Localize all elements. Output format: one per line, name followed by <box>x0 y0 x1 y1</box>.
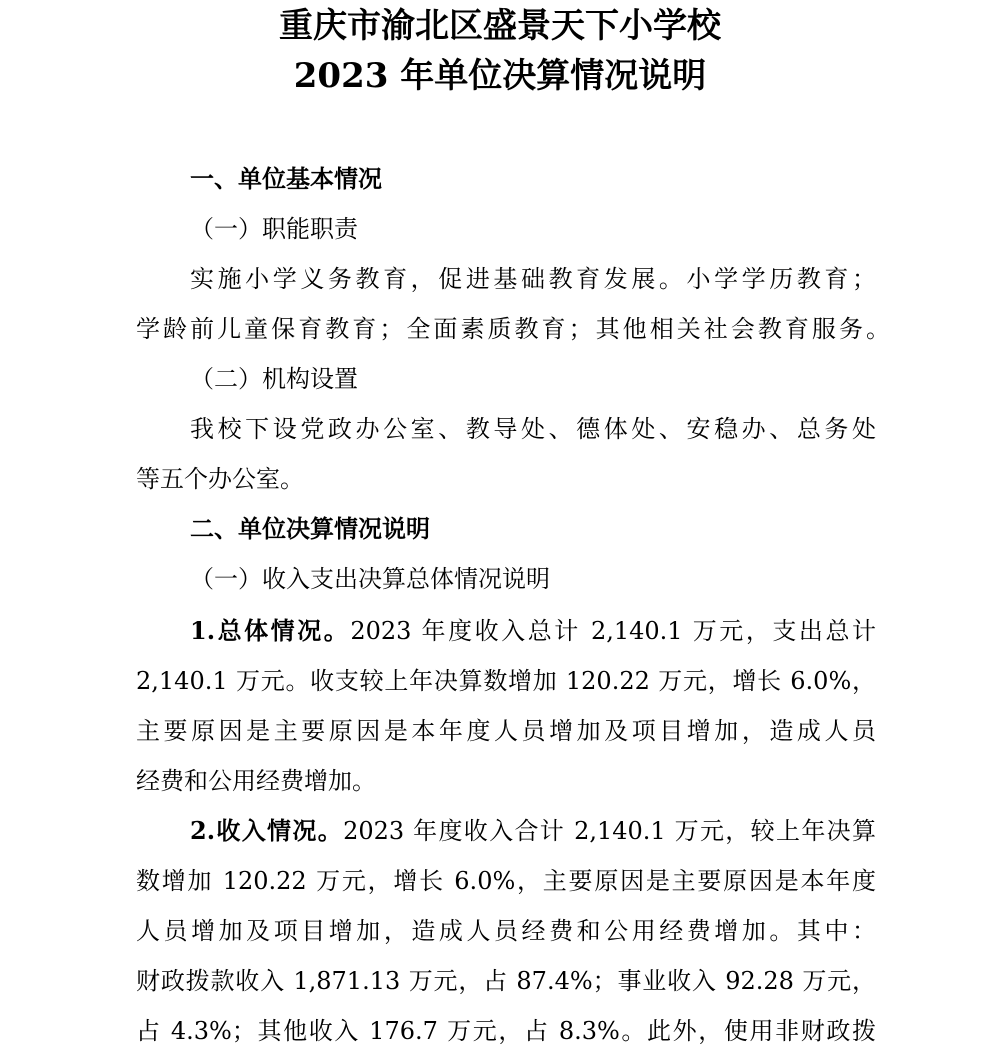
para1-line2: 2,140.1 万元。收支较上年决算数增加 120.22 万元，增长 6.0%， <box>136 667 876 695</box>
para2-line1-rest: 2023 年度收入合计 2,140.1 万元，较上年决算 <box>343 817 876 845</box>
section2-heading: 二、单位决算情况说明 <box>190 514 430 543</box>
document-title-line1: 重庆市渝北区盛景天下小学校 <box>279 6 721 46</box>
para2-line1 <box>190 816 876 846</box>
section2-sub1-heading: （一）收入支出决算总体情况说明 <box>190 565 550 593</box>
para1-line1-rest: 2023 年度收入总计 2,140.1 万元，支出总计 <box>350 617 876 645</box>
para1-lead: 1.总体情况。 <box>190 616 351 645</box>
para2-line3: 人员增加及项目增加，造成人员经费和公用经费增加。其中： <box>136 917 876 945</box>
para1-line4: 经费和公用经费增加。 <box>136 767 376 795</box>
para2-lead: 2.收入情况。 <box>190 816 344 845</box>
para2-line5: 占 4.3%；其他收入 176.7 万元，占 8.3%。此外，使用非财政拨 <box>136 1017 876 1045</box>
section1-heading: 一、单位基本情况 <box>190 164 382 193</box>
para2-line2: 数增加 120.22 万元，增长 6.0%，主要原因是主要原因是本年度 <box>136 867 876 895</box>
section1-sub2-line2: 等五个办公室。 <box>136 465 304 493</box>
section1-sub1-line1: 实施小学义务教育，促进基础教育发展。小学学历教育； <box>190 265 876 293</box>
section1-sub1-heading: （一）职能职责 <box>190 215 358 243</box>
section1-sub2-line1: 我校下设党政办公室、教导处、德体处、安稳办、总务处 <box>190 415 876 443</box>
document-title-line2: 2023 年单位决算情况说明 <box>293 56 707 96</box>
para2-line4: 财政拨款收入 1,871.13 万元，占 87.4%；事业收入 92.28 万元， <box>136 967 876 995</box>
section1-sub2-heading: （二）机构设置 <box>190 365 358 393</box>
para1-line3: 主要原因是主要原因是本年度人员增加及项目增加，造成人员 <box>136 717 876 745</box>
section1-sub1-line2: 学龄前儿童保育教育；全面素质教育；其他相关社会教育服务。 <box>136 315 890 343</box>
para1-line1 <box>190 616 876 646</box>
